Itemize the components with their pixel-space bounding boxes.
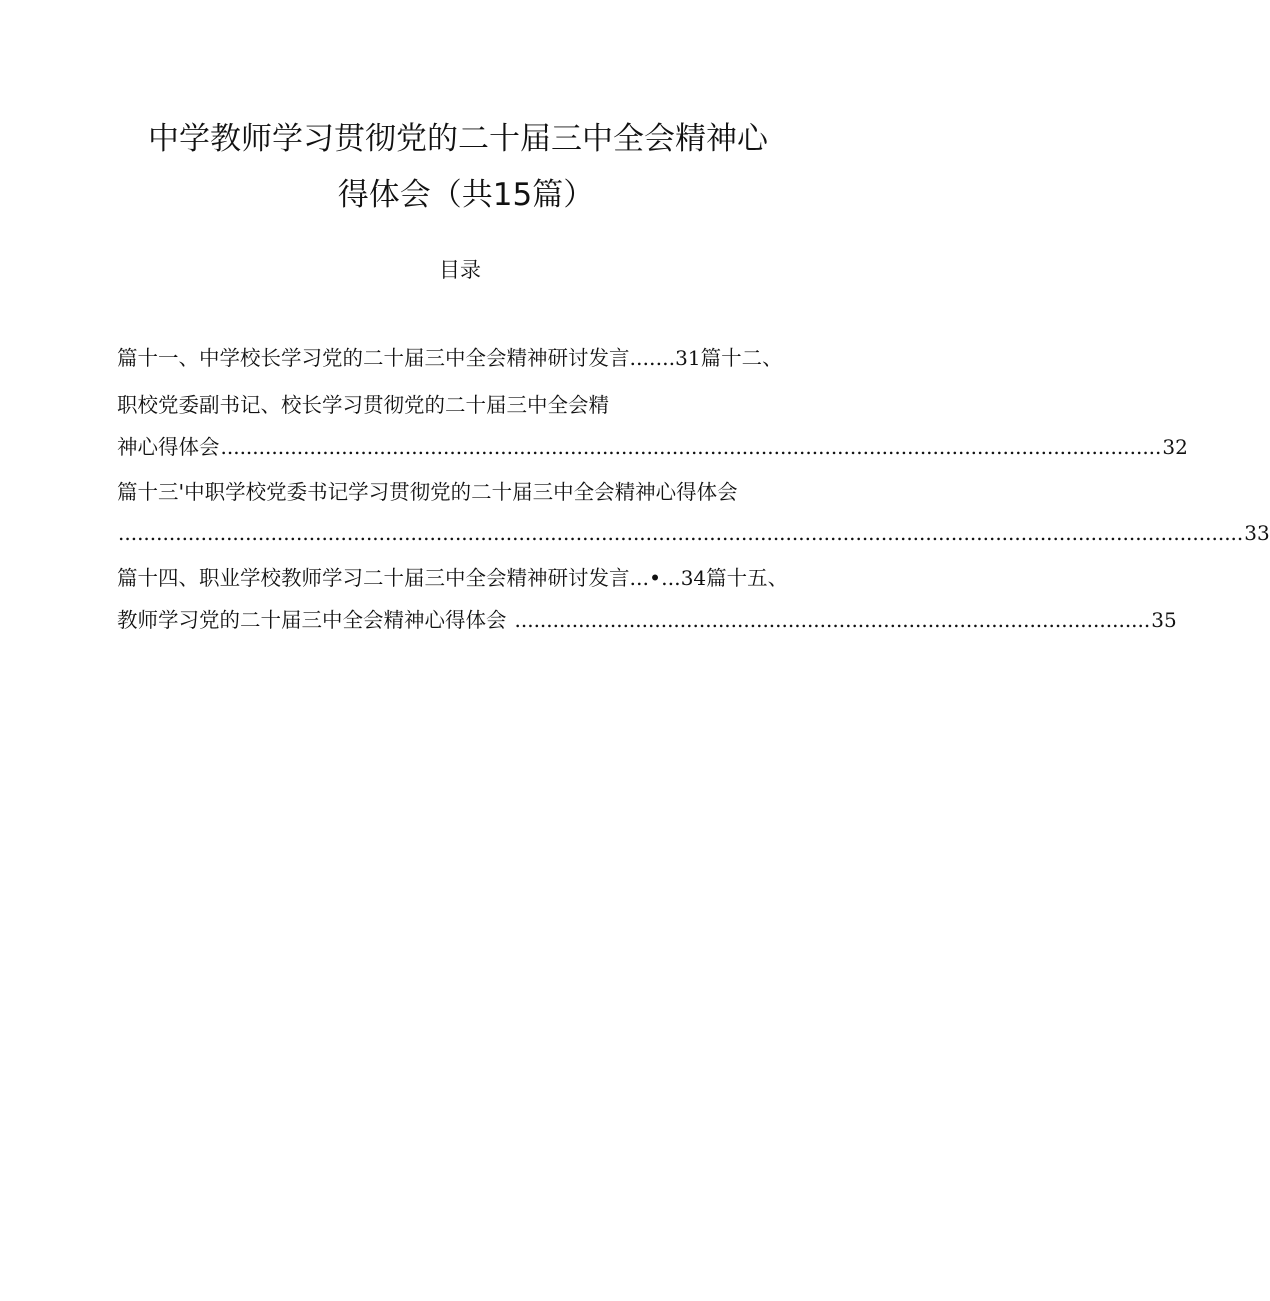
toc-entry-15 xyxy=(117,605,1177,635)
toc-entry-13-leader: ................................................................................................................................................................................. xyxy=(118,521,1244,545)
toc-entry-12-leader: .................................................................................................................................................... xyxy=(220,435,1162,459)
toc-entry-14-title: 篇十四、职业学校教师学习二十届三中全会精神研讨发言 xyxy=(117,566,630,590)
toc-entry-12-line-1: 职校党委副书记、校长学习贯彻党的二十届三中全会精 xyxy=(117,393,609,417)
toc-entry-14 xyxy=(117,563,788,593)
document-title-line-2: 得体会（共15篇） xyxy=(337,177,595,213)
document-title-line-1: 中学教师学习贯彻党的二十届三中全会精神心 xyxy=(148,121,768,157)
toc-entry-12-line-2 xyxy=(117,432,1188,462)
toc-entry-14-page: 34 xyxy=(680,566,707,590)
toc-entry-12-title-end: 神心得体会 xyxy=(117,435,220,459)
toc-entry-15-title: 教师学习党的二十届三中全会精神心得体会 xyxy=(117,608,507,632)
toc-entry-13-line-1: 篇十三'中职学校党委书记学习贯彻党的二十届三中全会精神心得体会 xyxy=(117,480,738,504)
toc-entry-13-page: 33 xyxy=(1244,521,1270,545)
toc-entry-11 xyxy=(117,343,783,373)
toc-entry-11-leader: ....... xyxy=(629,346,676,370)
toc-entry-14-leader: ...•... xyxy=(629,566,681,590)
toc-entry-15-prefix: 篇十五、 xyxy=(706,566,789,590)
toc-entry-11-title: 篇十一、中学校长学习党的二十届三中全会精神研讨发言 xyxy=(117,346,630,370)
toc-entry-12-prefix: 篇十二、 xyxy=(700,346,783,370)
toc-entry-13-line-2 xyxy=(117,518,1270,548)
toc-entry-11-page: 31 xyxy=(675,346,701,370)
toc-entry-15-page: 35 xyxy=(1151,608,1177,632)
toc-entry-15-leader: .................................................................................................... xyxy=(514,608,1151,632)
toc-heading: 目录 xyxy=(439,258,481,282)
toc-entry-12-page: 32 xyxy=(1162,435,1188,459)
